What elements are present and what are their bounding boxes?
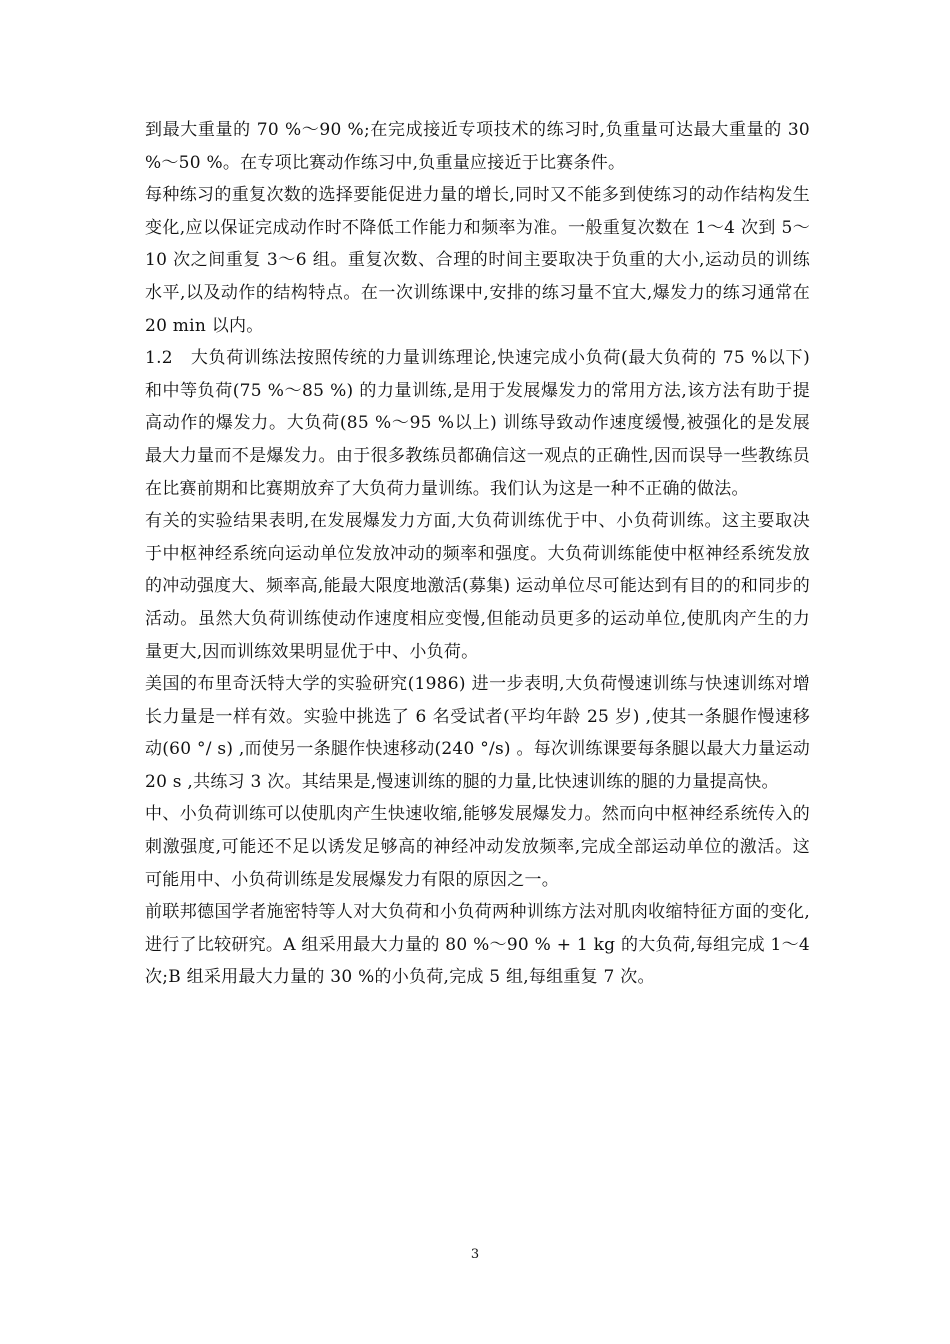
paragraph-experiment-results: 有关的实验结果表明,在发展爆发力方面,大负荷训练优于中、小负荷训练。这主要取决于中枢神经系统向运动单位发放冲动的频率和强度。大负荷训练能使中枢神经系统发放的冲动强度大、频率高,能最大限度地激活(募集) 运动单位尽可能达到有目的的和同步的活动。虽然大负荷训练使动作速度相应变慢,但能动员更多的运动单位,使肌肉产生的力量更大,因而训练效果明显优于中、小负荷。 [145, 511, 810, 662]
paragraph-bridgewater-study: 美国的布里奇沃特大学的实验研究(1986) 进一步表明,大负荷慢速训练与快速训练对增长力量是一样有效。实验中挑选了 6 名受试者(平均年龄 25 岁) ,使其一条腿作慢速移动(60 °/ s) ,而使另一条腿作快速移动(240 °/s) 。每次训练课要每条腿以最大力量运动 20 s ,共练习 3 次。其结果是,慢速训练的腿的力量,比快速训练的腿的力量提高快。 [145, 674, 810, 792]
paragraph-section-1-2: 1.2 大负荷训练法按照传统的力量训练理论,快速完成小负荷(最大负荷的 75 %以下) 和中等负荷(75 %～85 %) 的力量训练,是用于发展爆发力的常用方法,该方法有助于提高动作的爆发力。大负荷(85 %～95 %以上) 训练导致动作速度缓慢,被强化的是发展最大力量而不是爆发力。由于很多教练员都确信这一观点的正确性,因而误导一些教练员在比赛前期和比赛期放弃了大负荷力量训练。我们认为这是一种不正确的做法。 [145, 348, 810, 499]
body-text [145, 114, 810, 994]
paragraph-medium-small-load: 中、小负荷训练可以使肌肉产生快速收缩,能够发展爆发力。然而向中枢神经系统传入的刺激强度,可能还不足以诱发足够高的神经冲动发放频率,完成全部运动单位的激活。这可能用中、小负荷训练是发展爆发力有限的原因之一。 [145, 804, 810, 890]
paragraph-schmidt-study: 前联邦德国学者施密特等人对大负荷和小负荷两种训练方法对肌肉收缩特征方面的变化,进行了比较研究。A 组采用最大力量的 80 %～90 % + 1 kg 的大负荷,每组完成 1～4 次;B 组采用最大力量的 30 %的小负荷,完成 5 组,每组重复 7 次。 [145, 902, 810, 988]
page-number: 3 [470, 1247, 480, 1262]
paragraph-load-percentages: 到最大重量的 70 %～90 %;在完成接近专项技术的练习时,负重量可达最大重量的 30 %～50 %。在专项比赛动作练习中,负重量应接近于比赛条件。 [145, 120, 810, 173]
paragraph-repetitions: 每种练习的重复次数的选择要能促进力量的增长,同时又不能多到使练习的动作结构发生变化,应以保证完成动作时不降低工作能力和频率为准。一般重复次数在 1～4 次到 5～10 次之间重复 3～6 组。重复次数、合理的时间主要取决于负重的大小,运动员的训练水平,以及动作的结构特点。在一次训练课中,安排的练习量不宜大,爆发力的练习通常在 20 min 以内。 [145, 185, 810, 336]
